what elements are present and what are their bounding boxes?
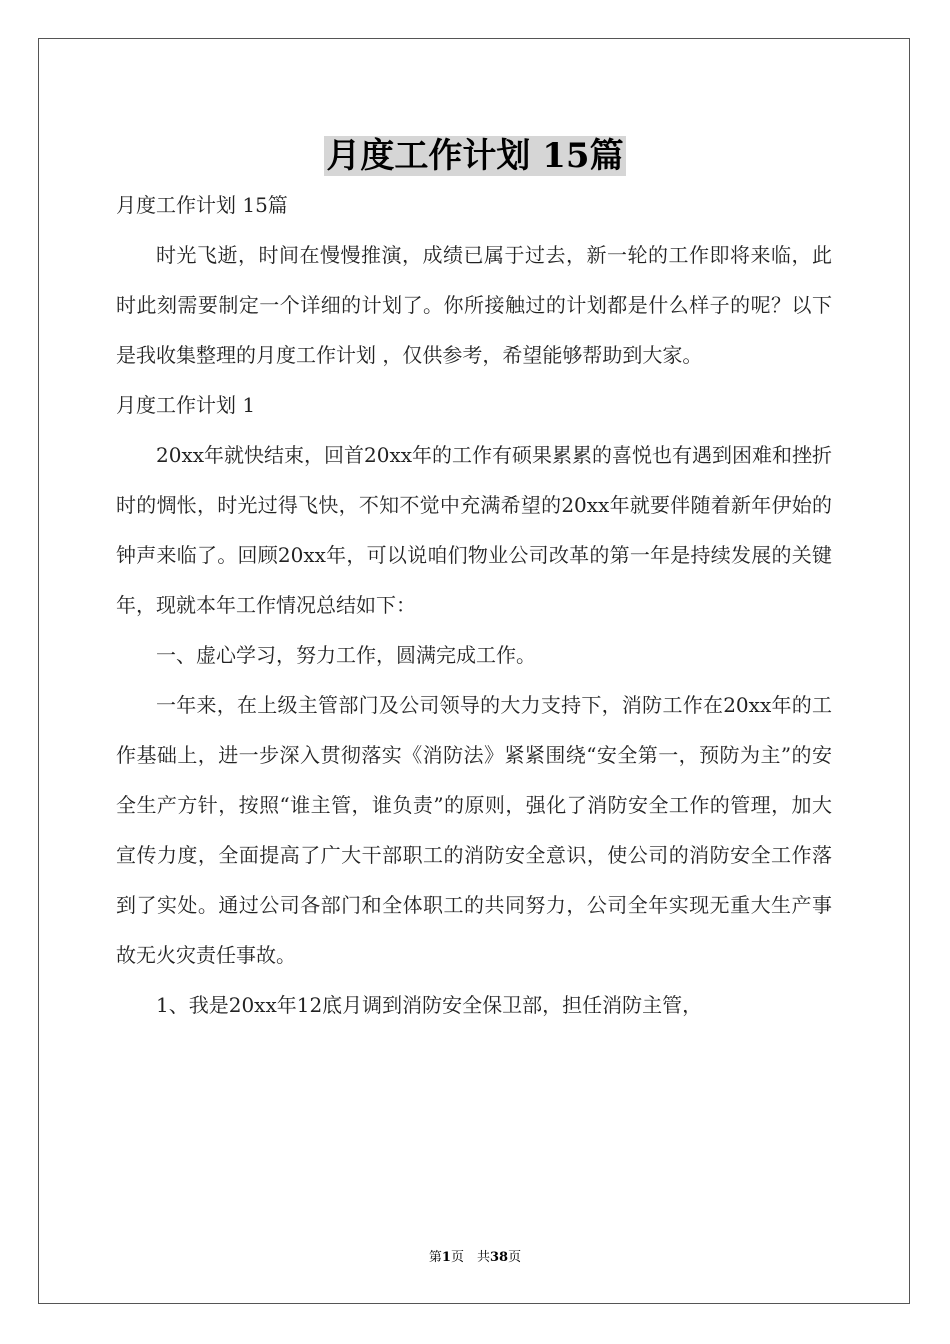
- footer-mid: 页 共: [450, 1250, 490, 1265]
- paragraph: 月度工作计划 15篇: [116, 193, 288, 217]
- paragraph: 月度工作计划 1: [116, 393, 256, 417]
- footer-total-pages: 38: [489, 1250, 509, 1265]
- page-footer: [0, 1246, 950, 1265]
- paragraph: 一、虚心学习，努力工作，圆满完成工作。: [156, 643, 536, 667]
- paragraph: 1、我是20xx年12底月调到消防安全保卫部，担任消防主管，: [156, 993, 703, 1017]
- footer-prefix: 第: [428, 1250, 442, 1265]
- document-body: [116, 180, 832, 1030]
- footer-suffix: 页: [508, 1250, 522, 1265]
- paragraph: 20xx年就快结束，回首20xx年的工作有硕果累累的喜悦也有遇到困难和挫折时的惆怅，时光过得飞快，不知不觉中充满希望的20xx年就要伴随着新年伊始的钟声来临了。回顾20xx年，可以说咱们物业公司改革的第一年是持续发展的关键年，现就本年工作情况总结如下：: [116, 443, 833, 617]
- footer-current-page: 1: [441, 1250, 451, 1265]
- document-title-text: 月度工作计划 15篇: [326, 136, 624, 176]
- paragraph: 时光飞逝，时间在慢慢推演，成绩已属于过去，新一轮的工作即将来临，此时此刻需要制定一个详细的计划了。你所接触过的计划都是什么样子的呢？以下是我收集整理的月度工作计划 ，仅供参考，希望能够帮助到大家。: [116, 243, 832, 367]
- document-title: [0, 128, 950, 177]
- paragraph: 一年来，在上级主管部门及公司领导的大力支持下，消防工作在20xx年的工作基础上，进一步深入贯彻落实《消防法》紧紧围绕“安全第一，预防为主”的安全生产方针，按照“谁主管，谁负责”的原则，强化了消防安全工作的管理，加大宣传力度，全面提高了广大干部职工的消防安全意识，使公司的消防安全工作落到了实处。通过公司各部门和全体职工的共同努力，公司全年实现无重大生产事故无火灾责任事故。: [116, 693, 832, 967]
